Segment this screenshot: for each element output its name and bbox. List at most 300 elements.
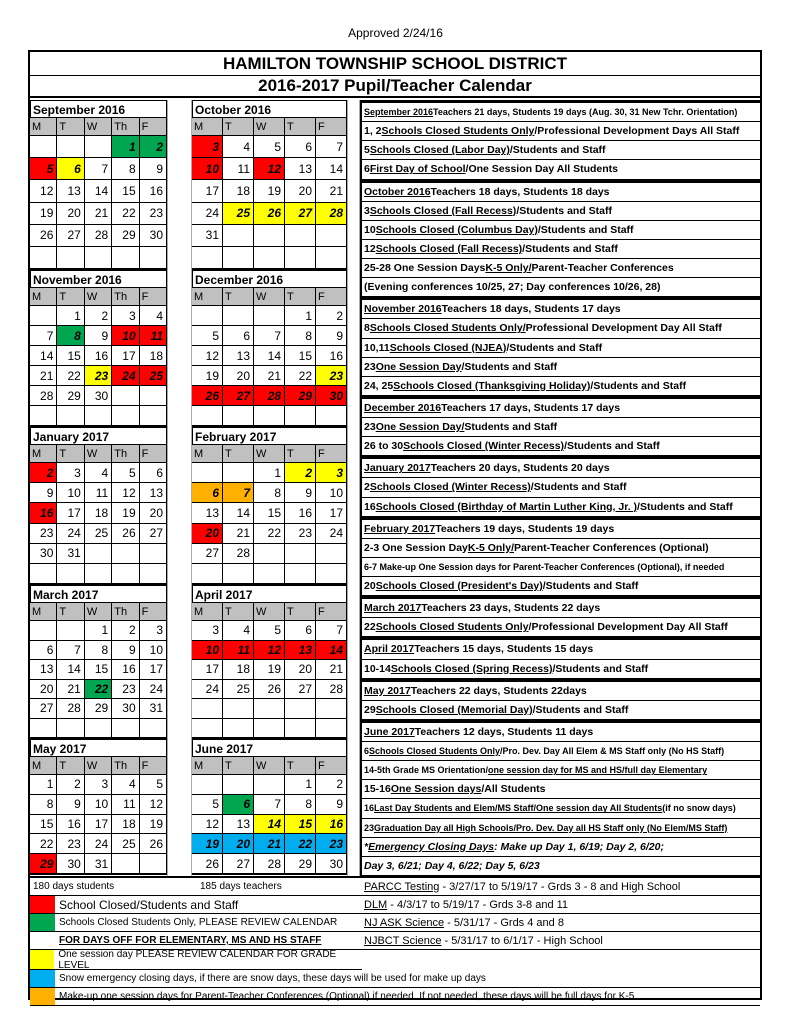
day-cell: 6	[284, 621, 316, 641]
day-cell	[111, 386, 139, 406]
note-prefix: 12	[364, 242, 376, 255]
day-cell	[111, 247, 139, 269]
day-cell: 5	[111, 463, 139, 483]
calendar-note	[362, 780, 762, 799]
calendar-note	[362, 539, 762, 558]
calendar-note	[362, 478, 762, 497]
day-cell: 6	[56, 158, 84, 180]
note-emphasis: October 2016	[364, 185, 431, 198]
week-row	[192, 180, 347, 202]
day-cell: 28	[253, 854, 285, 874]
week-row	[30, 544, 167, 564]
month-title: November 2016	[30, 270, 167, 288]
day-cell: 27	[56, 225, 84, 247]
day-cell: 16	[139, 180, 167, 202]
week-row	[192, 247, 347, 269]
day-cell: 21	[315, 660, 347, 680]
note-emphasis: Emergency Closing Days	[368, 840, 495, 853]
calendar-note	[362, 660, 762, 679]
note-prefix: 22	[364, 621, 376, 634]
week-row	[192, 483, 347, 503]
day-cell	[253, 564, 285, 584]
day-cell: 28	[56, 699, 84, 719]
day-cell: 5	[253, 621, 285, 641]
month-summary	[362, 180, 762, 202]
day-cell	[253, 225, 285, 247]
weekday-header: T	[284, 288, 316, 306]
note-suffix: /Pro. Dev. Day All Elem & MS Staff only (No HS Staff)	[500, 746, 725, 757]
weekday-header: T	[56, 757, 84, 775]
day-cell: 6	[29, 641, 57, 661]
calendar-note	[362, 160, 762, 179]
week-row	[30, 795, 167, 815]
week-row	[30, 834, 167, 854]
note-emphasis: Schools Closed (President's Day)	[375, 580, 543, 593]
week-row	[192, 775, 347, 795]
day-cell	[253, 247, 285, 269]
calendar-notes	[360, 100, 762, 876]
day-cell: 18	[111, 815, 139, 835]
day-cell: 2	[111, 621, 139, 641]
day-cell: 13	[222, 346, 254, 366]
note-emphasis: Schools Closed Students Only	[375, 621, 529, 634]
day-cell	[191, 719, 223, 739]
day-cell	[253, 406, 285, 426]
day-cell	[56, 247, 84, 269]
week-row	[192, 386, 347, 406]
week-row	[30, 854, 167, 874]
day-cell: 24	[84, 834, 112, 854]
calendar-note	[362, 278, 762, 297]
week-row	[30, 136, 167, 158]
week-row	[30, 815, 167, 835]
month-summary	[362, 596, 762, 618]
testing-window	[362, 914, 760, 932]
day-cell: 15	[56, 346, 84, 366]
day-cell: 16	[56, 815, 84, 835]
weekday-header: T	[284, 603, 316, 621]
day-cell: 17	[111, 346, 139, 366]
day-cell: 3	[84, 775, 112, 795]
day-cell: 27	[222, 386, 254, 406]
district-title: HAMILTON TOWNSHIP SCHOOL DISTRICT	[30, 54, 760, 76]
day-cell: 2	[315, 775, 347, 795]
note-suffix: Professional Development Day All Staff	[525, 322, 722, 335]
note-emphasis: December 2016	[364, 401, 442, 414]
weekday-header: M	[191, 118, 223, 136]
day-cell	[84, 247, 112, 269]
month-summary	[362, 679, 762, 701]
note-emphasis: Schools Closed (Labor Day)	[369, 144, 510, 157]
day-cell: 23	[56, 834, 84, 854]
day-cell	[84, 544, 112, 564]
note-emphasis: K-5 Only/	[485, 262, 532, 275]
note-emphasis: Schools Closed (Spring Recess)	[390, 662, 553, 675]
testing-window	[362, 932, 760, 950]
day-cell	[315, 699, 347, 719]
day-cell: 13	[56, 180, 84, 202]
day-cell: 12	[111, 483, 139, 503]
week-row	[192, 136, 347, 158]
day-cell: 7	[84, 158, 112, 180]
week-row	[192, 564, 347, 584]
day-cell: 13	[284, 158, 316, 180]
weekday-header: T	[284, 757, 316, 775]
calendar-document	[28, 50, 762, 1000]
day-cell: 23	[315, 834, 347, 854]
day-cell: 9	[111, 641, 139, 661]
note-emphasis: February 2017	[364, 522, 436, 535]
day-cell: 22	[29, 834, 57, 854]
month-january-2017	[30, 427, 167, 585]
day-cell	[284, 544, 316, 564]
month-summary	[362, 517, 762, 539]
week-row	[192, 503, 347, 523]
day-cell: 16	[111, 660, 139, 680]
day-cell	[284, 699, 316, 719]
day-cell: 3	[56, 463, 84, 483]
day-cell: 17	[315, 503, 347, 523]
day-cell: 17	[191, 660, 223, 680]
day-cell: 15	[284, 815, 316, 835]
day-cell: 8	[56, 326, 84, 346]
calendar-note	[362, 319, 762, 338]
legend-swatch	[30, 896, 55, 913]
month-february-2017	[192, 427, 347, 585]
day-cell: 26	[253, 680, 285, 700]
day-cell	[29, 621, 57, 641]
week-row	[192, 306, 347, 326]
day-cell	[139, 247, 167, 269]
note-emphasis: K-5 Only/	[467, 541, 514, 554]
week-row	[30, 386, 167, 406]
note-suffix: Teachers 18 days, Students 17 days	[441, 303, 621, 316]
weekday-header: F	[315, 757, 347, 775]
day-cell: 12	[29, 180, 57, 202]
spacer-column	[347, 100, 360, 876]
day-cell	[56, 564, 84, 584]
day-cell: 5	[191, 795, 223, 815]
test-name: DLM	[364, 899, 388, 911]
day-cell	[111, 544, 139, 564]
week-row	[30, 366, 167, 386]
note-suffix: /Students and Staff	[522, 242, 618, 255]
note-prefix: 23	[364, 822, 375, 833]
day-cell: 17	[191, 180, 223, 202]
day-cell: 13	[222, 815, 254, 835]
day-cell: 7	[29, 326, 57, 346]
day-cell	[253, 699, 285, 719]
weekday-header: F	[315, 288, 347, 306]
day-cell: 16	[84, 346, 112, 366]
legend-swatch	[30, 932, 55, 949]
note-suffix: /Professional Development Days All Staff	[534, 125, 740, 138]
day-cell: 11	[111, 795, 139, 815]
note-emphasis: May 2017	[364, 684, 411, 697]
test-dates: - 5/31/17 to 6/1/17 - High School	[441, 935, 603, 947]
note-suffix: /Students and Staff	[542, 580, 639, 593]
note-suffix: /Professional Development Day All Staff	[528, 621, 728, 634]
note-suffix: /Students and Staff	[516, 204, 612, 217]
day-cell: 5	[253, 136, 285, 158]
note-emphasis: Schools Closed (NJEA)	[389, 341, 507, 354]
note-suffix: /Students and Staff	[637, 500, 733, 513]
week-row	[192, 225, 347, 247]
weekday-header: W	[84, 118, 112, 136]
day-cell: 24	[111, 366, 139, 386]
day-cell: 6	[284, 136, 316, 158]
day-cell: 6	[139, 463, 167, 483]
day-cell	[253, 544, 285, 564]
month-november-2016	[30, 270, 167, 427]
note-prefix: 16	[364, 803, 375, 814]
note-suffix: /One Session Day All Students	[465, 163, 619, 176]
weekday-header: Th	[111, 603, 139, 621]
month-september-2016	[30, 100, 167, 270]
day-cell	[29, 564, 57, 584]
day-cell: 30	[56, 854, 84, 874]
note-prefix: 23	[364, 421, 376, 434]
day-cell: 15	[84, 660, 112, 680]
legend-label: Snow emergency closing days, if there are snow days, these days will be used for make up days	[59, 973, 486, 984]
week-row	[30, 225, 167, 247]
day-cell	[222, 463, 254, 483]
weekday-header: T	[222, 445, 254, 463]
month-summary	[362, 100, 762, 122]
weekday-header: Th	[111, 757, 139, 775]
day-cell: 6	[191, 483, 223, 503]
note-suffix: /Students and Staff	[590, 379, 687, 392]
day-cell: 8	[84, 641, 112, 661]
day-cell: 18	[222, 660, 254, 680]
note-suffix: Teachers 20 days, Students 20 days	[430, 462, 610, 475]
day-cell: 21	[253, 366, 285, 386]
day-cell	[139, 386, 167, 406]
day-cell: 30	[315, 854, 347, 874]
teacher-days: 185 days teachers	[200, 881, 282, 892]
day-cell: 30	[139, 225, 167, 247]
day-cell: 23	[139, 203, 167, 225]
month-title: December 2016	[192, 270, 347, 288]
day-cell: 20	[222, 834, 254, 854]
day-cell	[284, 225, 316, 247]
day-cell	[284, 719, 316, 739]
weekday-header: M	[191, 757, 223, 775]
day-cell: 13	[139, 483, 167, 503]
day-cell: 12	[191, 346, 223, 366]
test-name: PARCC Testing	[364, 881, 440, 893]
day-cell: 8	[253, 483, 285, 503]
note-emphasis: One Session Day/	[375, 421, 465, 434]
note-suffix: /Students and Staff	[506, 341, 603, 354]
day-cell	[253, 775, 285, 795]
day-cell: 12	[191, 815, 223, 835]
note-emphasis: One Session Day	[375, 360, 462, 373]
day-cell: 9	[315, 795, 347, 815]
note-suffix: Teachers 19 days, Students 19 days	[435, 522, 615, 535]
month-summary	[362, 637, 762, 659]
day-cell: 7	[253, 795, 285, 815]
week-row	[192, 795, 347, 815]
calendar-note	[362, 701, 762, 720]
day-cell: 17	[84, 815, 112, 835]
day-cell: 6	[222, 326, 254, 346]
day-cell: 13	[191, 503, 223, 523]
month-title: June 2017	[192, 739, 347, 757]
day-cell	[29, 136, 57, 158]
day-cell: 4	[111, 775, 139, 795]
day-cell: 26	[29, 225, 57, 247]
day-cell	[29, 306, 57, 326]
note-suffix: Teachers 15 days, Students 15 days	[414, 643, 594, 656]
day-cell: 8	[284, 795, 316, 815]
weekday-header: W	[84, 757, 112, 775]
day-cell: 25	[222, 680, 254, 700]
calendar-note	[362, 558, 762, 577]
day-cell: 28	[315, 203, 347, 225]
note-prefix: 10,11	[364, 341, 390, 354]
weekday-header: T	[284, 445, 316, 463]
day-cell: 22	[56, 366, 84, 386]
note-prefix: 5	[364, 144, 370, 157]
legend-swatch	[30, 914, 55, 931]
day-cell: 15	[111, 180, 139, 202]
day-cell: 21	[56, 680, 84, 700]
day-cell: 5	[29, 158, 57, 180]
day-cell: 28	[29, 386, 57, 406]
note-emphasis: Schools Closed (Birthday of Martin Luther King, Jr. )	[375, 500, 638, 513]
day-cell: 24	[191, 680, 223, 700]
day-cell: 8	[111, 158, 139, 180]
note-prefix: 15-16	[364, 783, 391, 796]
day-cell: 5	[139, 775, 167, 795]
day-cell	[222, 775, 254, 795]
month-title: March 2017	[30, 585, 167, 603]
day-cell: 9	[29, 483, 57, 503]
note-prefix: 8	[364, 322, 370, 335]
note-prefix: 14-5th Grade MS Orientation/	[364, 765, 489, 776]
weekday-header: W	[253, 757, 285, 775]
day-cell: 4	[222, 136, 254, 158]
weekday-header: F	[315, 445, 347, 463]
note-emphasis: Schools Closed Students Only	[381, 125, 535, 138]
day-cell: 27	[29, 699, 57, 719]
day-cell: 10	[191, 641, 223, 661]
day-cell: 7	[56, 641, 84, 661]
week-row	[30, 719, 167, 739]
note-prefix: Day 3, 6/21; Day 4, 6/22; Day 5, 6/23	[364, 859, 540, 872]
day-cell: 20	[56, 203, 84, 225]
day-cell	[315, 406, 347, 426]
day-cell: 16	[315, 815, 347, 835]
day-cell: 28	[315, 680, 347, 700]
day-cell: 31	[139, 699, 167, 719]
calendar-note	[362, 358, 762, 377]
day-cell: 1	[284, 306, 316, 326]
calendar-note	[362, 418, 762, 437]
calendar-title: 2016-2017 Pupil/Teacher Calendar	[30, 76, 760, 98]
day-cell: 23	[284, 524, 316, 544]
note-suffix: /Students and Staff	[552, 662, 649, 675]
day-cell: 1	[84, 621, 112, 641]
month-june-2017	[192, 739, 347, 875]
week-row	[192, 641, 347, 661]
day-cell: 23	[111, 680, 139, 700]
weekday-header: T	[222, 757, 254, 775]
week-row	[30, 463, 167, 483]
week-row	[192, 406, 347, 426]
weekday-header: M	[29, 118, 57, 136]
week-row	[30, 621, 167, 641]
day-cell: 27	[139, 524, 167, 544]
week-row	[30, 775, 167, 795]
spacer-column	[167, 100, 192, 876]
calendar-note	[362, 377, 762, 396]
day-cell: 2	[315, 306, 347, 326]
day-cell: 27	[284, 680, 316, 700]
day-cell	[56, 621, 84, 641]
day-cell: 17	[139, 660, 167, 680]
day-cell: 18	[84, 503, 112, 523]
month-october-2016	[192, 100, 347, 270]
legend-label: Schools Closed Students Only, PLEASE REVIEW CALENDAR	[59, 917, 338, 928]
day-cell: 10	[56, 483, 84, 503]
note-emphasis: Schools Closed (Winter Recess)	[403, 440, 565, 453]
day-cell: 20	[222, 366, 254, 386]
day-cell: 19	[253, 180, 285, 202]
day-cell	[315, 225, 347, 247]
day-cell: 21	[29, 366, 57, 386]
note-prefix: 25-28 One Session Days	[364, 262, 486, 275]
day-cell	[284, 406, 316, 426]
weekday-header: W	[253, 445, 285, 463]
day-cell: 23	[84, 366, 112, 386]
day-cell	[315, 564, 347, 584]
month-summary	[362, 456, 762, 478]
test-dates: - 4/3/17 to 5/19/17 - Grds 3-8 and 11	[387, 899, 569, 911]
weekday-header: W	[253, 288, 285, 306]
day-cell: 22	[284, 366, 316, 386]
legend-swatch	[30, 988, 55, 1005]
day-cell: 1	[284, 775, 316, 795]
week-row	[192, 680, 347, 700]
note-emphasis: Schools Closed Students Only/	[369, 322, 526, 335]
note-prefix: 6	[364, 746, 370, 757]
note-prefix: 23	[364, 360, 376, 373]
month-title: September 2016	[30, 100, 167, 118]
day-cell: 22	[284, 834, 316, 854]
day-cell: 20	[284, 180, 316, 202]
day-cell: 15	[284, 346, 316, 366]
note-prefix: *	[364, 840, 369, 853]
day-cell	[315, 544, 347, 564]
day-cell	[111, 406, 139, 426]
day-cell: 3	[139, 621, 167, 641]
month-march-2017	[30, 585, 167, 739]
note-suffix: /Students and Staff	[537, 223, 634, 236]
day-cell: 2	[29, 463, 57, 483]
day-cell: 26	[253, 203, 285, 225]
day-cell: 14	[29, 346, 57, 366]
day-cell	[222, 247, 254, 269]
week-row	[30, 524, 167, 544]
day-cell: 19	[191, 366, 223, 386]
day-cell: 21	[222, 524, 254, 544]
day-cell: 30	[84, 386, 112, 406]
week-row	[192, 326, 347, 346]
note-suffix: Teachers 21 days, Students 19 days (Aug. 30, 31 New Tchr. Orientation)	[433, 107, 738, 118]
day-cell: 29	[284, 386, 316, 406]
